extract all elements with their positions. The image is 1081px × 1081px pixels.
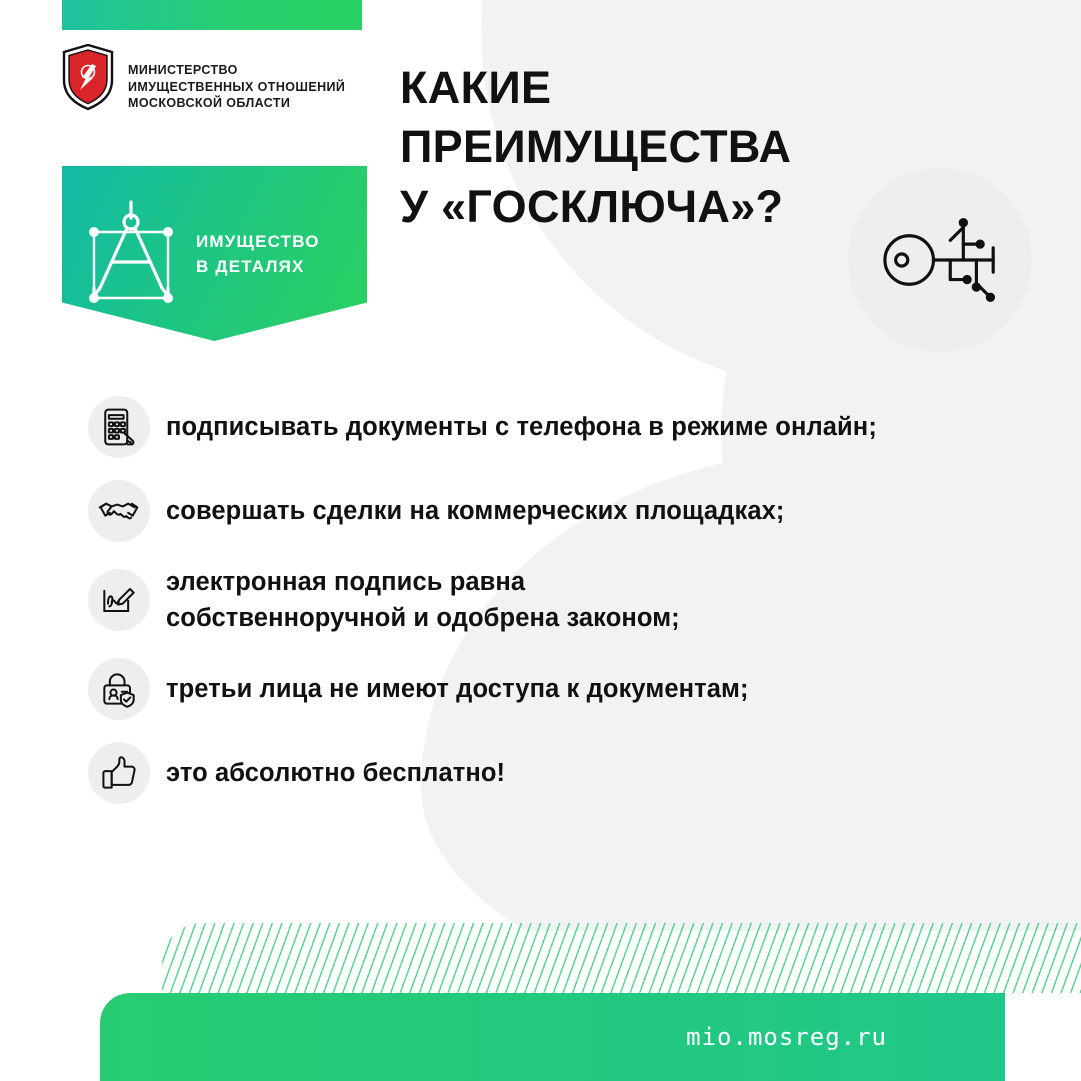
benefit-3-line-1: электронная подпись равна xyxy=(166,568,526,596)
ministry-name xyxy=(128,44,345,112)
website-url[interactable]: mio.mosreg.ru xyxy=(686,1023,887,1051)
ministry-line-3: МОСКОВСКОЙ ОБЛАСТИ xyxy=(128,96,291,110)
benefit-2-line-1: совершать сделки на коммерческих площадках; xyxy=(166,496,785,525)
signature-pen-icon xyxy=(88,569,150,631)
thumbs-up-icon xyxy=(88,742,150,804)
benefits-list xyxy=(88,396,1018,826)
list-item xyxy=(88,742,1018,804)
list-item xyxy=(88,480,1018,542)
benefit-3-line-2: собственноручной и одобрена законом; xyxy=(166,604,680,633)
handshake-icon xyxy=(88,480,150,542)
coat-of-arms-icon xyxy=(62,44,114,110)
brand-badge-label xyxy=(196,192,320,279)
ministry-line-2: ИМУЩЕСТВЕННЫХ ОТНОШЕНИЙ xyxy=(128,79,346,94)
headline-line-1: КАКИЕ xyxy=(400,62,552,113)
benefit-1-line-1: подписывать документы с телефона в режиме онлайн; xyxy=(166,412,877,441)
top-green-bar xyxy=(62,0,362,30)
lock-shield-icon xyxy=(88,658,150,720)
digital-key-icon xyxy=(848,168,1032,352)
list-item-text xyxy=(166,409,877,445)
headline-line-3: У «ГОСКЛЮЧА»? xyxy=(400,180,784,232)
list-item-text xyxy=(166,493,785,529)
benefit-4-line-1: третьи лица не имеют доступа к документам; xyxy=(166,675,749,704)
mobile-signature-icon xyxy=(88,396,150,458)
compass-divider-icon xyxy=(84,192,178,310)
badge-line-2: В ДЕТАЛЯХ xyxy=(196,256,305,276)
list-item xyxy=(88,658,1018,720)
badge-line-1: ИМУЩЕСТВО xyxy=(196,232,320,251)
list-item-text xyxy=(166,755,505,791)
list-item xyxy=(88,564,1018,636)
footer-bar xyxy=(100,993,1005,1081)
hatched-band xyxy=(162,923,1081,993)
list-item-text xyxy=(166,671,749,707)
list-item-text xyxy=(166,564,680,636)
list-item xyxy=(88,396,1018,458)
ministry-logo-block xyxy=(62,44,367,152)
page-title xyxy=(400,58,830,236)
ministry-line-1: МИНИСТЕРСТВО xyxy=(128,63,238,77)
brand-badge xyxy=(62,166,367,341)
benefit-5-line-1: это абсолютно бесплатно! xyxy=(166,759,506,788)
headline-line-2: ПРЕИМУЩЕСТВА xyxy=(400,121,792,173)
